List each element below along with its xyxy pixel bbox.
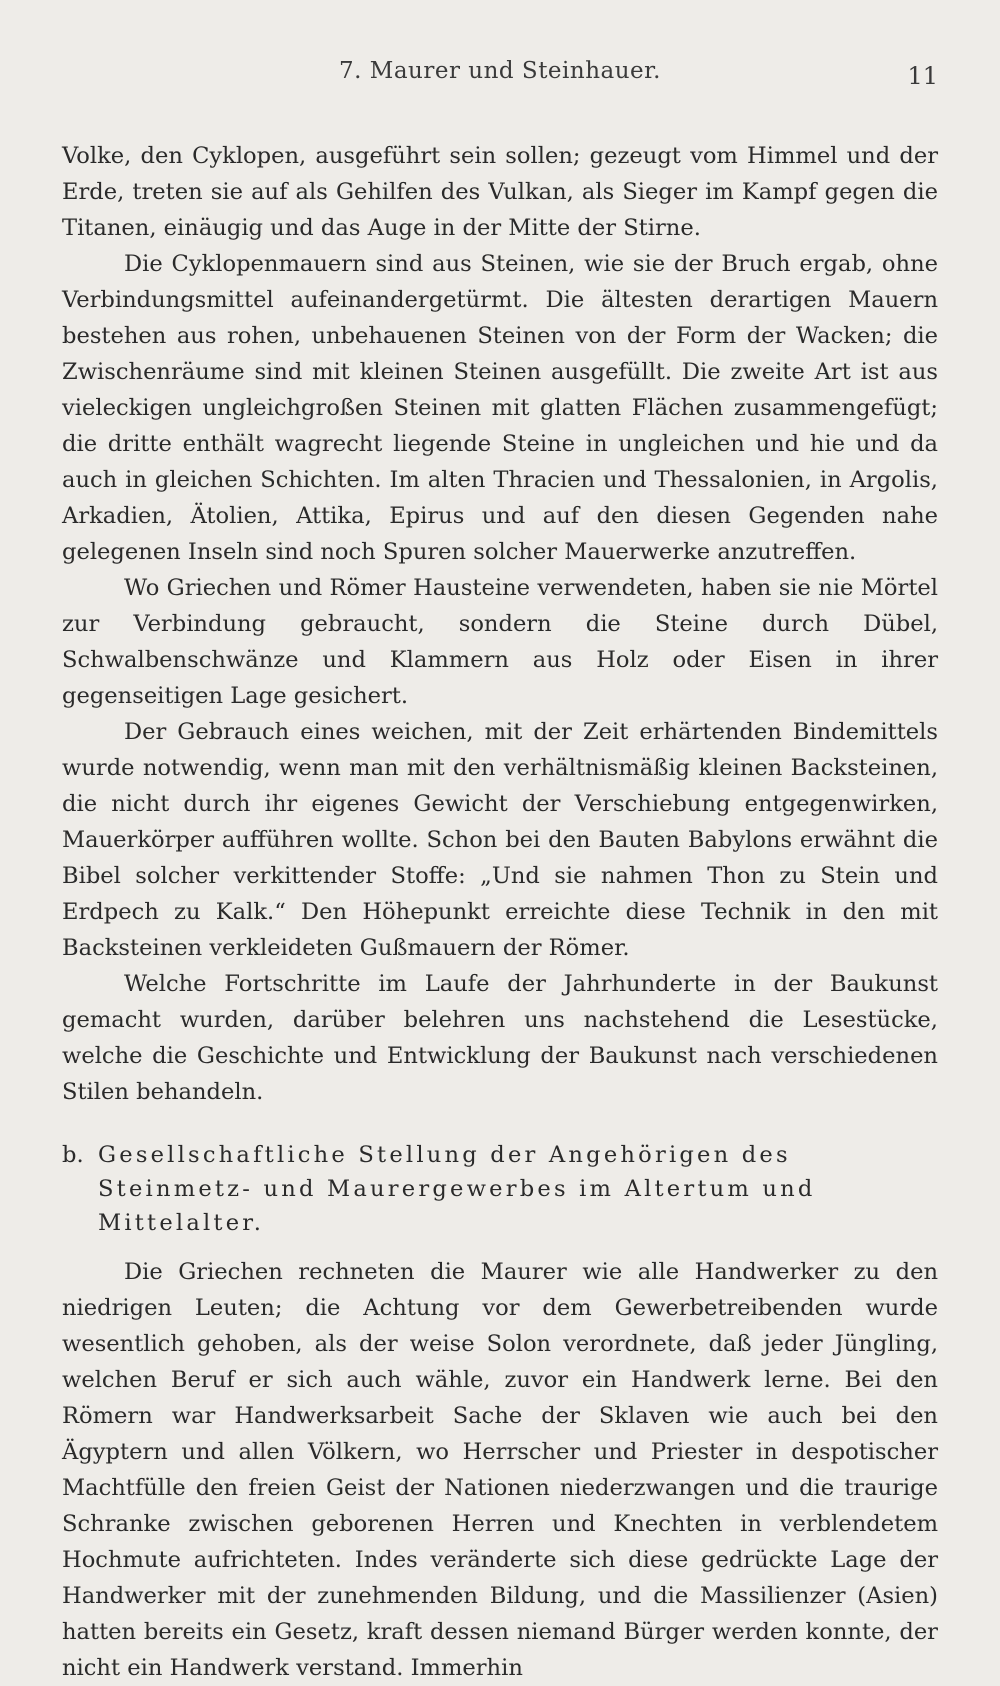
- paragraph-continuation: Volke, den Cyklopen, ausgeführt sein sollen; gezeugt vom Himmel und der Erde, treten sie auf als Gehilfen des Vulkan, als Sieger im Kampf gegen die Titanen, einäugig und das Auge in der Mitte der Stirne.: [62, 143, 938, 241]
- paragraph: Die Cyklopenmauern sind aus Steinen, wie sie der Bruch ergab, ohne Verbindungsmittel aufeinandergetürmt. Die ältesten derartigen Mauern bestehen aus rohen, unbehauenen Steinen von der Form der Wacken; die Zwischenräume sind mit kleinen Steinen ausgefüllt. Die zweite Art ist aus vieleckigen ungleichgroßen Steinen mit glatten Flächen zusammengefügt; die dritte enthält wagrecht liegende Steine in ungleichen und hie und da auch in gleichen Schichten. Im alten Thracien und Thessalonien, in Argolis, Arkadien, Ätolien, Attika, Epirus und auf den diesen Gegenden nahe gelegenen Inseln sind noch Spuren solcher Mauerwerke anzutreffen.: [62, 251, 938, 565]
- page-header: [62, 58, 938, 102]
- section-heading: [62, 1138, 938, 1240]
- paragraph: Wo Griechen und Römer Hausteine verwendeten, haben sie nie Mörtel zur Verbindung gebraucht, sondern die Steine durch Dübel, Schwalbenschwänze und Klammern aus Holz oder Eisen in ihrer gegenseitigen Lage gesichert.: [62, 575, 938, 709]
- section-title: Gesellschaftliche Stellung der Angehörigen des Steinmetz- und Maurergewerbes im Altertum und Mittelalter.: [98, 1142, 816, 1236]
- page-number: 11: [907, 62, 938, 90]
- section-marker: b.: [62, 1142, 84, 1168]
- paragraph: Die Griechen rechneten die Maurer wie alle Handwerker zu den niedrigen Leuten; die Achtung vor dem Gewerbetreibenden wurde wesentlich gehoben, als der weise Solon verordnete, daß jeder Jüngling, welchen Beruf er sich auch wähle, zuvor ein Handwerk lerne. Bei den Römern war Handwerksarbeit Sache der Sklaven wie auch bei den Ägyptern und allen Völkern, wo Herrscher und Priester in despotischer Machtfülle den freien Geist der Nationen niederzwangen und die traurige Schranke zwischen geborenen Herren und Knechten in verblendetem Hochmute aufrichteten. Indes veränderte sich diese gedrückte Lage der Handwerker mit der zunehmenden Bildung, und die Massilienzer (Asien) hatten bereits ein Gesetz, kraft dessen niemand Bürger werden konnte, der nicht ein Handwerk verstand. Immerhin: [62, 1259, 938, 1681]
- running-head: 7. Maurer und Steinhauer.: [339, 58, 661, 84]
- paragraph: Welche Fortschritte im Laufe der Jahrhunderte in der Baukunst gemacht wurden, darüber belehren uns nachstehend die Lesestücke, welche die Geschichte und Entwicklung der Baukunst nach verschiedenen Stilen behandeln.: [62, 971, 938, 1105]
- paragraph: Der Gebrauch eines weichen, mit der Zeit erhärtenden Bindemittels wurde notwendig, wenn man mit den verhältnismäßig kleinen Backsteinen, die nicht durch ihr eigenes Gewicht der Verschiebung entgegenwirken, Mauerkörper aufführen wollte. Schon bei den Bauten Babylons erwähnt die Bibel solcher verkittender Stoffe: „Und sie nahmen Thon zu Stein und Erdpech zu Kalk.“ Den Höhepunkt erreichte diese Technik in den mit Backsteinen verkleideten Gußmauern der Römer.: [62, 719, 938, 961]
